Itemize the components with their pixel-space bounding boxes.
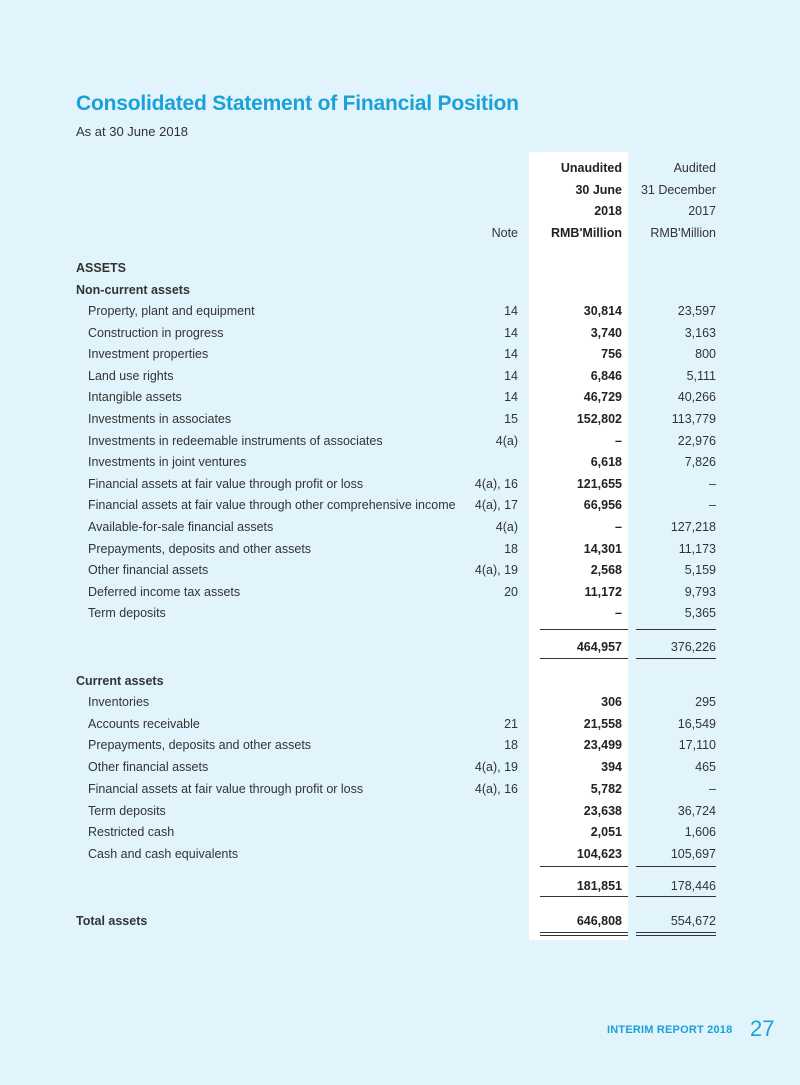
row-prior-value: 17,110	[678, 738, 716, 753]
row-note: 14	[504, 368, 518, 383]
row-current-value: 30,814	[583, 304, 622, 318]
row-prior-value: 7,826	[684, 455, 716, 470]
row-current-value: 2,568	[590, 563, 622, 578]
section-heading: Current assets	[76, 674, 164, 688]
row-prior-value: –	[709, 781, 716, 796]
row-current-value: 14,301	[583, 541, 622, 556]
row-label: Available-for-sale financial assets	[88, 520, 274, 534]
row-current-value: 6,618	[590, 455, 622, 470]
row-current-value: 6,846	[590, 368, 622, 383]
table-row	[0, 365, 800, 387]
row-prior-value: 40,266	[677, 390, 716, 405]
total-label: Total assets	[76, 914, 148, 928]
row-note: 14	[504, 390, 518, 405]
table-row	[0, 734, 800, 756]
row-note: 18	[504, 541, 518, 556]
row-prior-value: 113,779	[671, 412, 716, 426]
row-note: 14	[504, 347, 518, 362]
table-row	[0, 602, 800, 624]
report-name: INTERIM REPORT 2018	[607, 1024, 733, 1036]
row-current-value: –	[615, 606, 622, 621]
section-heading: Non-current assets	[76, 283, 190, 297]
row-current-value: 21,558	[583, 716, 622, 731]
table-row	[0, 691, 800, 713]
row-note: 4(a)	[495, 520, 518, 534]
row-note: 18	[504, 738, 518, 753]
row-note: 15	[504, 412, 518, 426]
header-row-2	[0, 179, 800, 201]
row-label: Investments in joint ventures	[88, 455, 247, 470]
row-current-value: 152,802	[576, 412, 622, 426]
subtotal-cur: 181,851	[576, 879, 622, 893]
header-row-4	[0, 222, 800, 244]
row-prior-value: 36,724	[677, 803, 716, 818]
row-label: Property, plant and equipment	[88, 304, 255, 318]
row-label: Financial assets at fair value through other comprehensive income	[88, 498, 456, 513]
row-prior-value: 3,163	[684, 325, 716, 340]
current-subtotal-row	[0, 875, 800, 897]
row-prior-value: 5,365	[684, 606, 716, 621]
rule	[636, 896, 716, 897]
section-assets	[0, 257, 800, 279]
row-prior-value: –	[709, 498, 716, 513]
total-cur: 646,808	[576, 914, 622, 928]
row-current-value: 756	[601, 347, 622, 362]
row-prior-value: –	[709, 476, 716, 491]
table-row	[0, 538, 800, 560]
subtotal-cur: 464,957	[576, 640, 622, 654]
rule	[540, 935, 628, 936]
table-row	[0, 300, 800, 322]
row-current-value: –	[615, 520, 622, 534]
table-row	[0, 408, 800, 430]
row-current-value: 3,740	[590, 325, 622, 340]
table-row	[0, 581, 800, 603]
subtotal-prior: 178,446	[670, 879, 716, 893]
row-label: Investments in associates	[88, 412, 232, 426]
table-row	[0, 430, 800, 452]
row-prior-value: 800	[695, 347, 716, 362]
row-prior-value: 22,976	[677, 433, 716, 448]
row-note: 4(a), 19	[474, 760, 518, 775]
non-current-subtotal-row	[0, 636, 800, 658]
row-prior-value: 5,159	[684, 563, 716, 578]
row-label: Term deposits	[88, 606, 166, 621]
row-prior-value: 9,793	[684, 584, 716, 599]
total-assets-row	[0, 910, 800, 932]
row-current-value: 2,051	[590, 825, 622, 840]
section-non-current	[0, 279, 800, 301]
row-note: 14	[504, 325, 518, 340]
section-heading: ASSETS	[76, 261, 127, 275]
table-row	[0, 843, 800, 865]
row-label: Term deposits	[88, 803, 166, 818]
row-prior-value: 105,697	[670, 846, 716, 861]
header-prior: RMB'Million	[650, 226, 716, 240]
row-label: Prepayments, deposits and other assets	[88, 738, 312, 753]
table-row	[0, 800, 800, 822]
page-number: 27	[750, 1016, 775, 1041]
rule	[540, 896, 628, 897]
row-label: Other financial assets	[88, 760, 209, 775]
header-prior: 31 December	[640, 183, 716, 197]
header-cur: Unaudited	[560, 161, 622, 175]
row-note: 4(a), 16	[474, 476, 518, 491]
row-prior-value: 23,597	[677, 304, 716, 318]
total-prior: 554,672	[670, 914, 716, 928]
row-label: Accounts receivable	[88, 716, 200, 731]
row-note: 14	[504, 304, 518, 318]
row-current-value: 121,655	[576, 476, 622, 491]
table-row	[0, 473, 800, 495]
row-prior-value: 11,173	[678, 541, 716, 556]
row-current-value: 11,172	[584, 584, 622, 599]
row-label: Construction in progress	[88, 325, 224, 340]
row-current-value: 23,499	[583, 738, 622, 753]
row-current-value: 46,729	[583, 390, 622, 405]
row-note: 21	[504, 716, 518, 731]
table-row	[0, 386, 800, 408]
row-note: 4(a)	[495, 433, 518, 448]
row-label: Land use rights	[88, 368, 174, 383]
row-label: Inventories	[88, 695, 150, 709]
table-row	[0, 778, 800, 800]
row-label: Deferred income tax assets	[88, 584, 241, 599]
row-current-value: –	[615, 433, 622, 448]
row-label: Financial assets at fair value through profit or loss	[88, 476, 364, 491]
table-row	[0, 494, 800, 516]
table-row	[0, 322, 800, 344]
row-current-value: 394	[601, 760, 622, 775]
row-prior-value: 5,111	[686, 368, 716, 383]
section-current	[0, 670, 800, 692]
table-row	[0, 343, 800, 365]
row-label: Intangible assets	[88, 390, 182, 405]
rule	[540, 629, 628, 630]
table-row	[0, 516, 800, 538]
row-label: Prepayments, deposits and other assets	[88, 541, 312, 556]
row-note: 20	[504, 584, 518, 599]
header-cur: 2018	[594, 204, 622, 218]
row-label: Restricted cash	[88, 825, 175, 840]
row-current-value: 104,623	[576, 846, 622, 861]
row-label: Investment properties	[88, 347, 209, 362]
row-prior-value: 465	[695, 760, 716, 775]
header-cur: 30 June	[575, 183, 622, 197]
header-prior: Audited	[673, 161, 716, 175]
row-prior-value: 1,606	[684, 825, 716, 840]
table-row	[0, 451, 800, 473]
row-label: Other financial assets	[88, 563, 209, 578]
page-title: Consolidated Statement of Financial Position	[76, 92, 519, 115]
row-current-value: 5,782	[590, 781, 622, 796]
rule	[636, 866, 716, 867]
row-prior-value: 127,218	[670, 520, 716, 534]
header-note: Note	[491, 226, 518, 240]
rule	[540, 658, 628, 659]
row-current-value: 66,956	[583, 498, 622, 513]
table-row	[0, 713, 800, 735]
rule	[636, 932, 716, 933]
row-current-value: 23,638	[583, 803, 622, 818]
header-cur: RMB'Million	[550, 226, 622, 240]
table-row	[0, 559, 800, 581]
row-note: 4(a), 17	[474, 498, 518, 513]
row-current-value: 306	[601, 695, 622, 709]
header-row-3	[0, 200, 800, 222]
table-row	[0, 756, 800, 778]
row-label: Cash and cash equivalents	[88, 846, 239, 861]
rule	[636, 658, 716, 659]
subtotal-prior: 376,226	[670, 640, 716, 654]
row-label: Financial assets at fair value through profit or loss	[88, 781, 364, 796]
row-prior-value: 295	[695, 695, 716, 709]
rule	[636, 935, 716, 936]
row-label: Investments in redeemable instruments of associates	[88, 433, 383, 448]
row-prior-value: 16,549	[677, 716, 716, 731]
row-note: 4(a), 16	[474, 781, 518, 796]
header-row-1	[0, 157, 800, 179]
page-subtitle: As at 30 June 2018	[76, 124, 189, 139]
rule	[636, 629, 716, 630]
rule	[540, 932, 628, 933]
header-prior: 2017	[688, 204, 716, 218]
table-row	[0, 821, 800, 843]
rule	[540, 866, 628, 867]
row-note: 4(a), 19	[474, 563, 518, 578]
